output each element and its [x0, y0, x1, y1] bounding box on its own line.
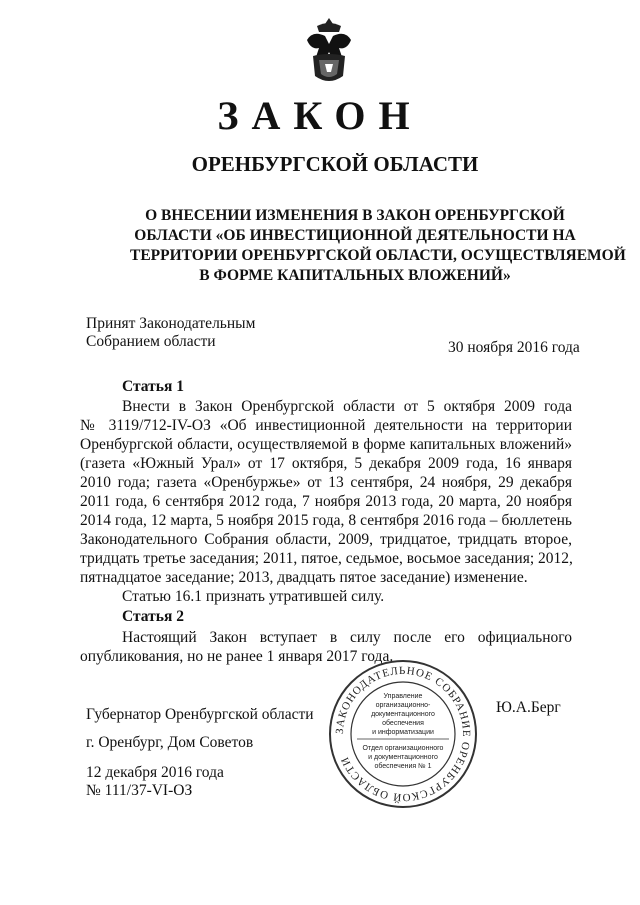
stamp-text: документационного: [371, 711, 435, 718]
article-1-line: пятнадцатое заседание; 2013, двадцать пятое заседание) изменение.: [80, 569, 528, 586]
coat-of-arms-icon: [303, 16, 355, 86]
article-2-line: Настоящий Закон вступает в силу после его официального: [122, 629, 572, 646]
law-heading: ЗАКОН: [217, 93, 423, 138]
stamp-text: обеспечения: [382, 720, 424, 727]
adoption-date: 30 ноября 2016 года: [448, 339, 580, 356]
signing-place: г. Оренбург, Дом Советов: [86, 734, 254, 751]
article-1-extra: Статью 16.1 признать утратившей силу.: [122, 588, 385, 605]
stamp-text: и документационного: [368, 754, 438, 761]
official-stamp: [327, 658, 479, 810]
adoption-line: Принят Законодательным: [86, 315, 256, 332]
signer-name: Ю.А.Берг: [496, 699, 561, 716]
article-1-line: 2010 года; газета «Оренбуржье» от 13 сентября, 24 ноября, 29 декабря: [80, 474, 572, 491]
stamp-text: Управление: [383, 693, 423, 700]
article-1-line: Внести в Закон Оренбургской области от 5 октября 2009 года: [122, 398, 572, 415]
article-1-line: тридцать третье заседания; 2011, пятое, седьмое, восьмое заседания; 2012,: [80, 550, 573, 567]
signing-date: 12 декабря 2016 года: [86, 764, 224, 781]
article-2-line: опубликования, но не ранее 1 января 2017 года.: [80, 648, 394, 665]
adoption-line: Собранием области: [86, 333, 216, 350]
article-1-line: 2014 года, 12 марта, 5 ноября 2015 года, 8 сентября 2016 года – бюллетень: [80, 512, 572, 529]
stamp-text: обеспечения № 1: [374, 763, 432, 770]
governor-title: Губернатор Оренбургской области: [86, 706, 314, 723]
region-heading: ОРЕНБУРГСКОЙ ОБЛАСТИ: [191, 152, 479, 176]
article-1-line: № 3119/712-IV-ОЗ «Об инвестиционной деятельности на территории: [80, 417, 572, 434]
article-1-line: 2011 года, 6 сентября 2012 года, 7 ноября 2013 года, 20 марта, 20 ноября: [80, 493, 572, 510]
stamp-text: Отдел организационного: [362, 745, 444, 752]
law-title-line: ОБЛАСТИ «ОБ ИНВЕСТИЦИОННОЙ ДЕЯТЕЛЬНОСТИ НА: [134, 227, 576, 244]
law-title-line: О ВНЕСЕНИИ ИЗМЕНЕНИЯ В ЗАКОН ОРЕНБУРГСКОЙ: [145, 207, 565, 224]
law-title-line: ТЕРРИТОРИИ ОРЕНБУРГСКОЙ ОБЛАСТИ, ОСУЩЕСТВЛЯЕМОЙ: [130, 247, 626, 264]
stamp-text: и информатизации: [372, 729, 434, 736]
law-title-line: В ФОРМЕ КАПИТАЛЬНЫХ ВЛОЖЕНИЙ»: [199, 267, 511, 284]
article-1-line: (газета «Южный Урал» от 17 октября, 5 декабря 2009 года, 16 января: [80, 455, 572, 472]
article-1-heading: Статья 1: [122, 378, 184, 395]
article-1-line: Оренбургской области, осуществляемой в форме капитальных вложений»: [80, 436, 572, 453]
stamp-ring-text: ЗАКОНОДАТЕЛЬНОЕ СОБРАНИЕ ОРЕНБУРГСКОЙ ОБЛАСТИ: [333, 664, 473, 804]
stamp-text: организационно-: [375, 702, 431, 709]
law-number: № 111/37-VI-ОЗ: [86, 782, 193, 799]
article-2-heading: Статья 2: [122, 608, 184, 625]
article-1-line: Законодательного Собрания области, 2009, тридцатое, тридцать второе,: [80, 531, 572, 548]
